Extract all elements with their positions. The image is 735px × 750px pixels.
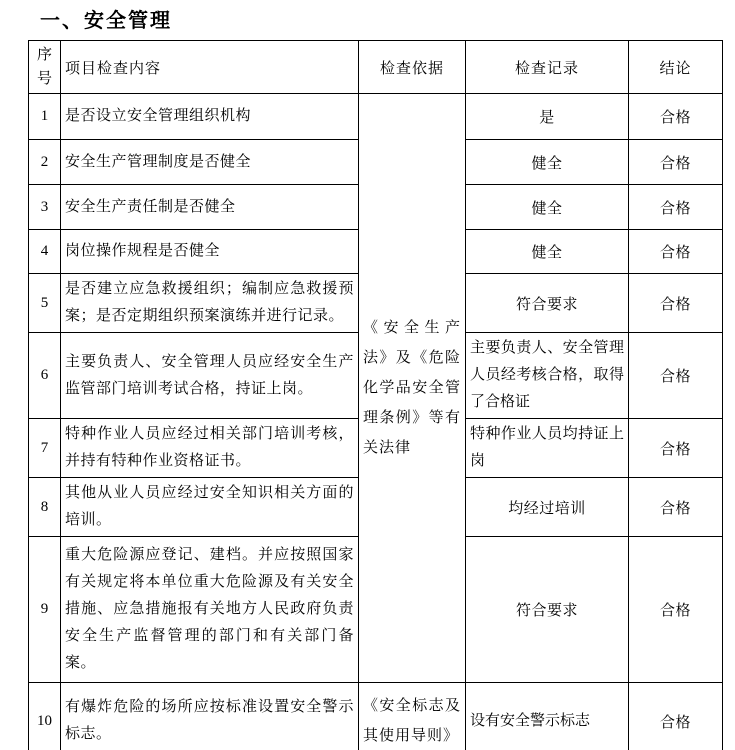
row-content: 有爆炸危险的场所应按标准设置安全警示标志。 [61, 683, 359, 750]
row-record: 均经过培训 [466, 478, 629, 537]
row-record: 主要负责人、安全管理人员经考核合格，取得了合格证 [466, 333, 629, 419]
row-conclusion: 合格 [629, 140, 723, 185]
row-record: 是 [466, 94, 629, 140]
row-conclusion: 合格 [629, 94, 723, 140]
row-no: 6 [29, 333, 61, 419]
row-no: 3 [29, 185, 61, 230]
row-content: 安全生产管理制度是否健全 [61, 140, 359, 185]
row-no: 5 [29, 274, 61, 333]
row-content: 重大危险源应登记、建档。并应按照国家有关规定将本单位重大危险源及有关安全措施、应急措施报有关地方人民政府负责安全生产监督管理的部门和有关部门备案。 [61, 537, 359, 683]
row-content: 岗位操作规程是否健全 [61, 230, 359, 274]
row-no: 10 [29, 683, 61, 750]
row-conclusion: 合格 [629, 185, 723, 230]
row-no: 9 [29, 537, 61, 683]
row-no: 4 [29, 230, 61, 274]
header-record: 检查记录 [466, 41, 629, 94]
table-row [29, 683, 723, 750]
row-record: 健全 [466, 140, 629, 185]
row-conclusion: 合格 [629, 419, 723, 478]
row-record: 符合要求 [466, 537, 629, 683]
row-conclusion: 合格 [629, 274, 723, 333]
row-no: 7 [29, 419, 61, 478]
row-conclusion: 合格 [629, 230, 723, 274]
row-conclusion: 合格 [629, 537, 723, 683]
row-no: 1 [29, 94, 61, 140]
row-no: 2 [29, 140, 61, 185]
table-header-row [29, 41, 723, 94]
basis-merged-cell: 《安全生产法》及《危险化学品安全管理条例》等有关法律 [359, 94, 466, 683]
row-conclusion: 合格 [629, 683, 723, 750]
row-content: 安全生产责任制是否健全 [61, 185, 359, 230]
row-basis: 《安全标志及其使用导则》 [359, 683, 466, 750]
header-basis: 检查依据 [359, 41, 466, 94]
row-record: 符合要求 [466, 274, 629, 333]
row-conclusion: 合格 [629, 478, 723, 537]
table-row [29, 94, 723, 140]
row-content: 是否设立安全管理组织机构 [61, 94, 359, 140]
header-no: 序号 [29, 41, 61, 94]
row-record: 健全 [466, 185, 629, 230]
row-no: 8 [29, 478, 61, 537]
row-content: 特种作业人员应经过相关部门培训考核，并持有特种作业资格证书。 [61, 419, 359, 478]
row-content: 主要负责人、安全管理人员应经安全生产监管部门培训考试合格，持证上岗。 [61, 333, 359, 419]
row-conclusion: 合格 [629, 333, 723, 419]
row-record: 设有安全警示标志 [466, 683, 629, 750]
safety-check-table [28, 40, 723, 750]
header-conclusion: 结论 [629, 41, 723, 94]
row-record: 健全 [466, 230, 629, 274]
row-content: 其他从业人员应经过安全知识相关方面的培训。 [61, 478, 359, 537]
row-record: 特种作业人员均持证上岗 [466, 419, 629, 478]
section-title: 一、安全管理 [40, 10, 172, 32]
header-content: 项目检查内容 [61, 41, 359, 94]
row-content: 是否建立应急救援组织；编制应急救援预案；是否定期组织预案演练并进行记录。 [61, 274, 359, 333]
